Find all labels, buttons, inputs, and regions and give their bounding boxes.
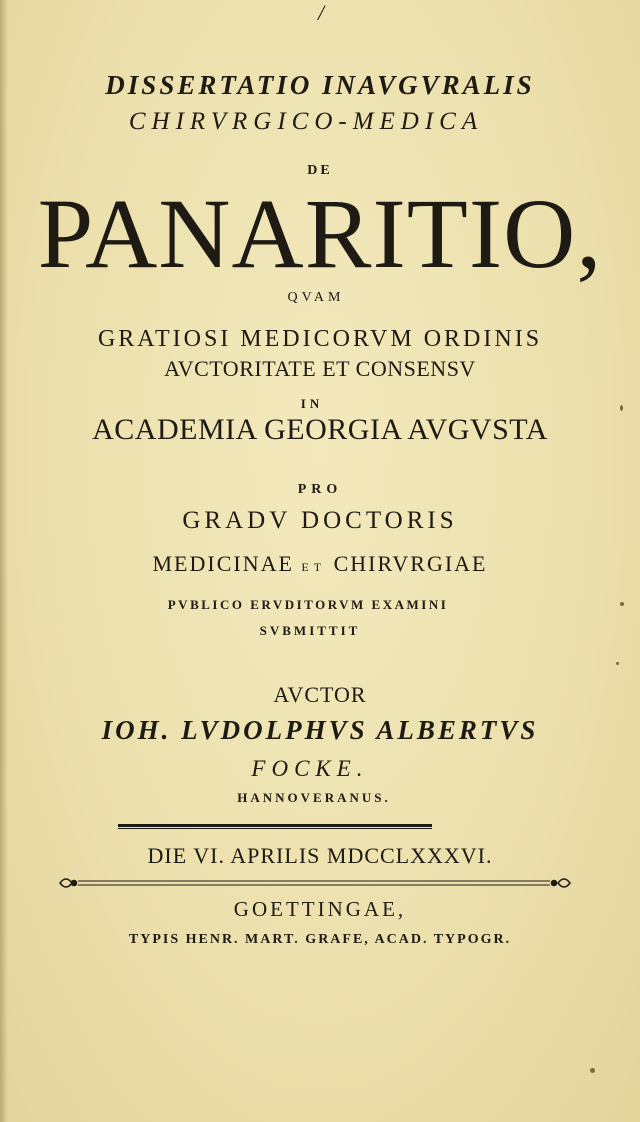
author-origin: HANNOVERANUS. bbox=[237, 790, 391, 805]
ornament-left-icon bbox=[60, 879, 77, 887]
pro-label: PRO bbox=[297, 482, 343, 497]
dissertation-title-line2: CHIRVRGICO-MEDICA bbox=[128, 108, 484, 135]
et-word: ET bbox=[301, 560, 327, 574]
academia-line: ACADEMIA GEORGIA AVGVSTA bbox=[92, 413, 548, 446]
foxing-spot bbox=[616, 662, 619, 665]
pvblico-line: PVBLICO ERVDITORVM EXAMINI bbox=[167, 597, 449, 612]
svbmittit-line: SVBMITTIT bbox=[259, 623, 361, 638]
ornamental-rule bbox=[58, 872, 572, 894]
chirvrgiae-word: CHIRVRGIAE bbox=[333, 551, 488, 576]
foxing-spot bbox=[590, 1068, 595, 1073]
foxing-spot bbox=[620, 602, 624, 606]
avctoritate-line: AVCTORITATE ET CONSENSV bbox=[164, 356, 476, 381]
author-name: IOH. LVDOLPHVS ALBERTVS bbox=[101, 715, 539, 745]
in-label: IN bbox=[300, 396, 324, 411]
gratiosi-line: GRATIOSI MEDICORVM ORDINIS bbox=[97, 326, 543, 352]
date-line: DIE VI. APRILIS MDCCLXXXVI. bbox=[147, 843, 493, 868]
qvam-label: QVAM bbox=[287, 290, 345, 305]
medicinae-line bbox=[0, 551, 640, 577]
foxing-spot bbox=[620, 405, 623, 411]
ornament-right-icon bbox=[552, 879, 571, 887]
de-label: DE bbox=[307, 163, 333, 178]
printer-line: TYPIS HENR. MART. GRAFE, ACAD. TYPOGR. bbox=[128, 932, 512, 947]
dissertation-title-line1: DISSERTATIO INAVGVRALIS bbox=[105, 70, 535, 100]
divider-rule bbox=[118, 824, 432, 829]
gradv-line: GRADV DOCTORIS bbox=[182, 507, 458, 534]
author-surname: FOCKE. bbox=[251, 756, 369, 781]
place-line: GOETTINGAE, bbox=[233, 897, 407, 921]
medicinae-word: MEDICINAE bbox=[152, 551, 294, 576]
main-title: PANARITIO, bbox=[37, 178, 603, 289]
top-mark: / bbox=[318, 0, 325, 25]
avctor-label: AVCTOR bbox=[273, 682, 367, 707]
